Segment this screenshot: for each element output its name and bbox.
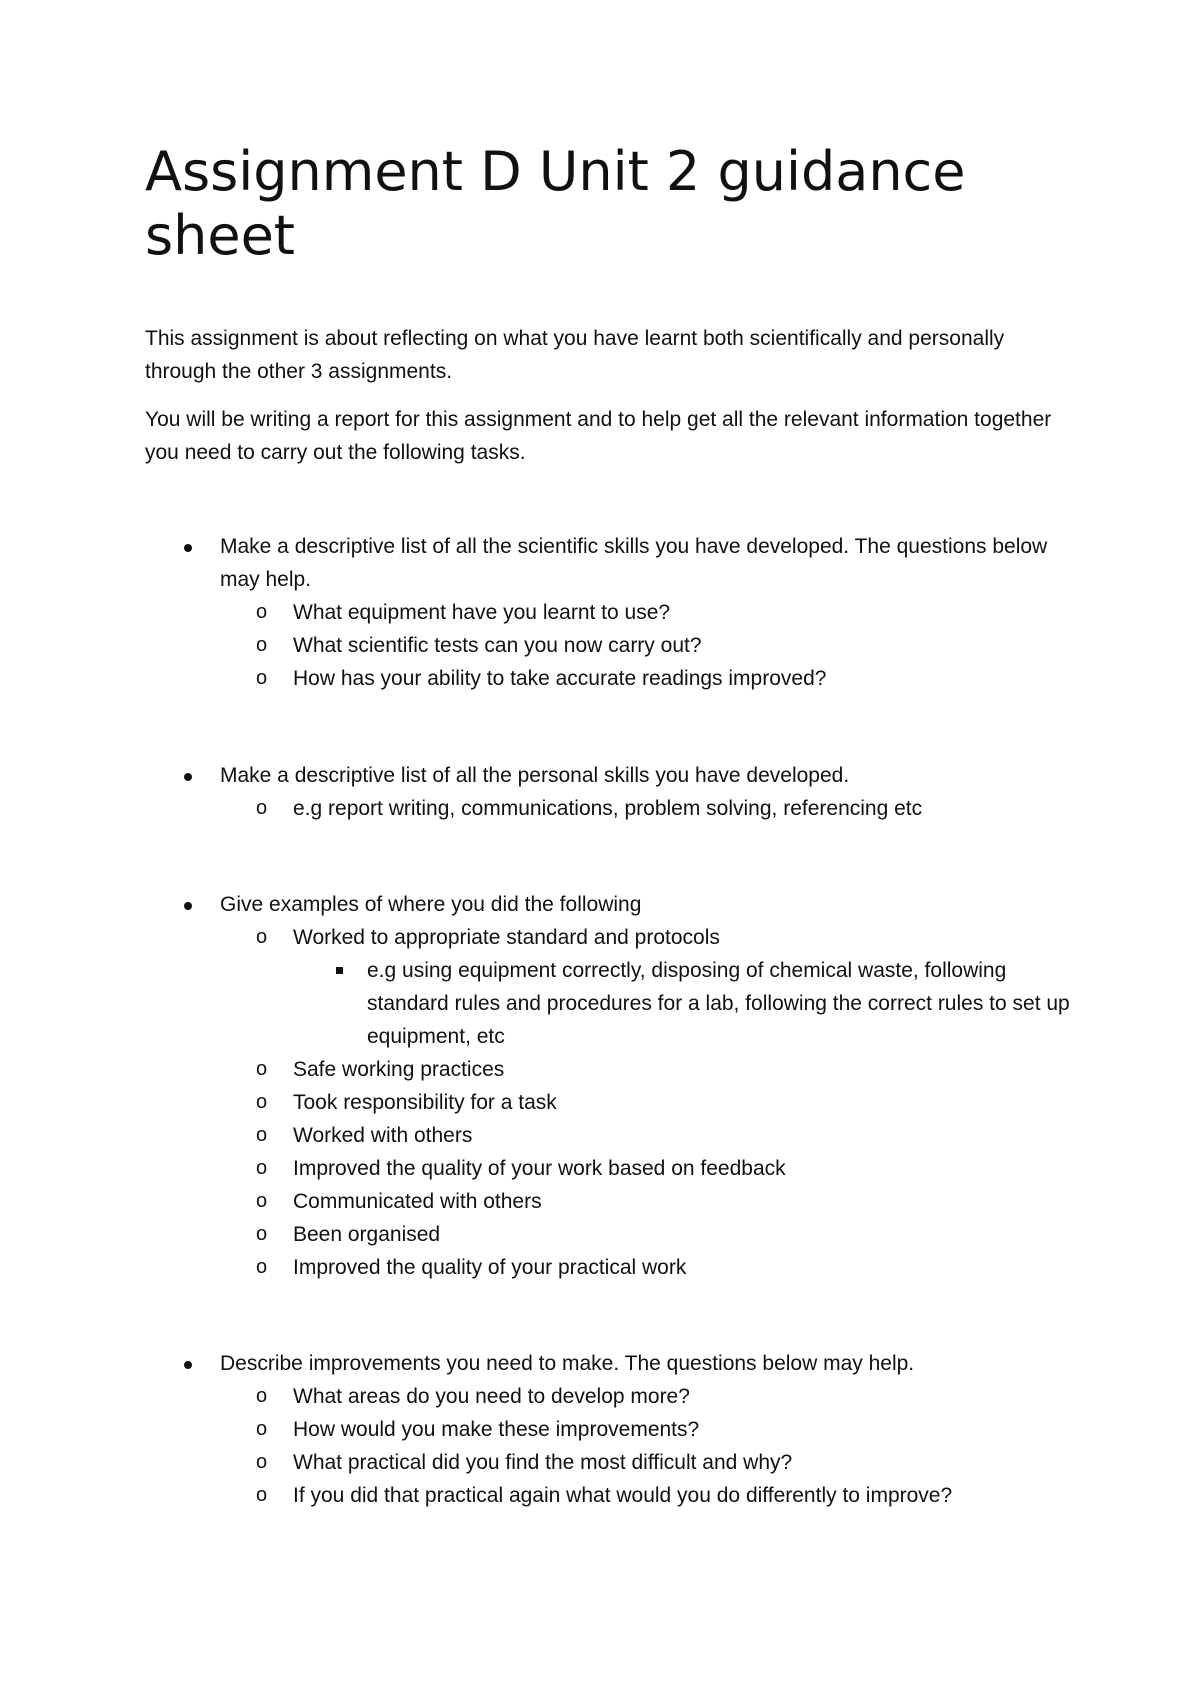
task-bullet-text: Make a descriptive list of all the personal skills you have developed. (220, 764, 850, 787)
sub-item-text: Been organised (293, 1223, 441, 1246)
task-bullet-text: Give examples of where you did the following (220, 893, 642, 916)
sub-item (145, 1086, 1070, 1119)
hollow-bullet-icon: o (256, 601, 268, 623)
sub-item-text: Safe working practices (293, 1058, 505, 1081)
sub-item-text: Improved the quality of your practical work (293, 1256, 687, 1279)
task-bullet-text: Describe improvements you need to make. The questions below may help. (220, 1352, 915, 1375)
sub-item (145, 1185, 1070, 1218)
task-section-examples (145, 888, 1070, 1284)
sub-item (145, 1251, 1070, 1284)
sub-item-text: How has your ability to take accurate readings improved? (293, 667, 827, 690)
sub-item-text: What scientific tests can you now carry out? (293, 634, 702, 657)
intro-block (145, 322, 1070, 484)
hollow-bullet-icon: o (256, 1058, 268, 1080)
sub-item (145, 1152, 1070, 1185)
hollow-bullet-icon: o (256, 797, 268, 819)
sub-item (145, 921, 1070, 954)
hollow-bullet-icon: o (256, 667, 268, 689)
hollow-bullet-icon: o (256, 1190, 268, 1212)
sub-item (145, 629, 1070, 662)
bullet-icon (184, 773, 192, 781)
hollow-bullet-icon: o (256, 1124, 268, 1146)
sub-item (145, 1446, 1070, 1479)
hollow-bullet-icon: o (256, 634, 268, 656)
sub-item (145, 1053, 1070, 1086)
sub-item-text: Improved the quality of your work based on feedback (293, 1157, 786, 1180)
intro-paragraph: You will be writing a report for this assignment and to help get all the relevant information together you need to carry out the following tasks. (145, 408, 1052, 464)
sub-item-text: Communicated with others (293, 1190, 542, 1213)
sub-item-text: What areas do you need to develop more? (293, 1385, 690, 1408)
bullet-icon (184, 902, 192, 910)
hollow-bullet-icon: o (256, 1256, 268, 1278)
sub-item-text: What practical did you find the most difficult and why? (293, 1451, 793, 1474)
sub-item (145, 1119, 1070, 1152)
sub-item (145, 596, 1070, 629)
hollow-bullet-icon: o (256, 1385, 268, 1407)
sub-item (145, 1218, 1070, 1251)
hollow-bullet-icon: o (256, 1418, 268, 1440)
square-bullet-icon (336, 967, 343, 974)
task-bullet (145, 888, 1070, 921)
sub-sub-item (145, 954, 1070, 1053)
task-bullet (145, 759, 1070, 792)
sub-item-text: If you did that practical again what would you do differently to improve? (293, 1484, 953, 1507)
bullet-icon (184, 544, 192, 552)
sub-item-text: What equipment have you learnt to use? (293, 601, 671, 624)
hollow-bullet-icon: o (256, 1484, 268, 1506)
sub-item-text: Worked with others (293, 1124, 473, 1147)
task-bullet-text: Make a descriptive list of all the scientific skills you have developed. The questions below may help. (220, 535, 1048, 591)
hollow-bullet-icon: o (256, 1451, 268, 1473)
sub-item-text: Worked to appropriate standard and protocols (293, 926, 720, 949)
task-bullet (145, 530, 1070, 596)
task-section-improvements (145, 1347, 1070, 1512)
task-bullet (145, 1347, 1070, 1380)
intro-paragraph: This assignment is about reflecting on what you have learnt both scientifically and personally through the other 3 assignments. (145, 327, 1005, 383)
sub-item-text: Took responsibility for a task (293, 1091, 557, 1114)
sub-item (145, 1380, 1070, 1413)
sub-item-text: How would you make these improvements? (293, 1418, 700, 1441)
sub-item (145, 662, 1070, 695)
sub-item-text: e.g report writing, communications, problem solving, referencing etc (293, 797, 923, 820)
sub-item (145, 792, 1070, 825)
task-section-scientific-skills (145, 530, 1070, 695)
task-section-personal-skills (145, 759, 1070, 825)
hollow-bullet-icon: o (256, 1223, 268, 1245)
bullet-icon (184, 1361, 192, 1369)
sub-item (145, 1479, 1070, 1512)
page-title: Assignment D Unit 2 guidance sheet (145, 140, 966, 267)
sub-sub-item-text: e.g using equipment correctly, disposing of chemical waste, following standard rules and procedures for a lab, following the correct rules to set up equipment, etc (367, 959, 1070, 1048)
hollow-bullet-icon: o (256, 1157, 268, 1179)
hollow-bullet-icon: o (256, 926, 268, 948)
hollow-bullet-icon: o (256, 1091, 268, 1113)
sub-item (145, 1413, 1070, 1446)
